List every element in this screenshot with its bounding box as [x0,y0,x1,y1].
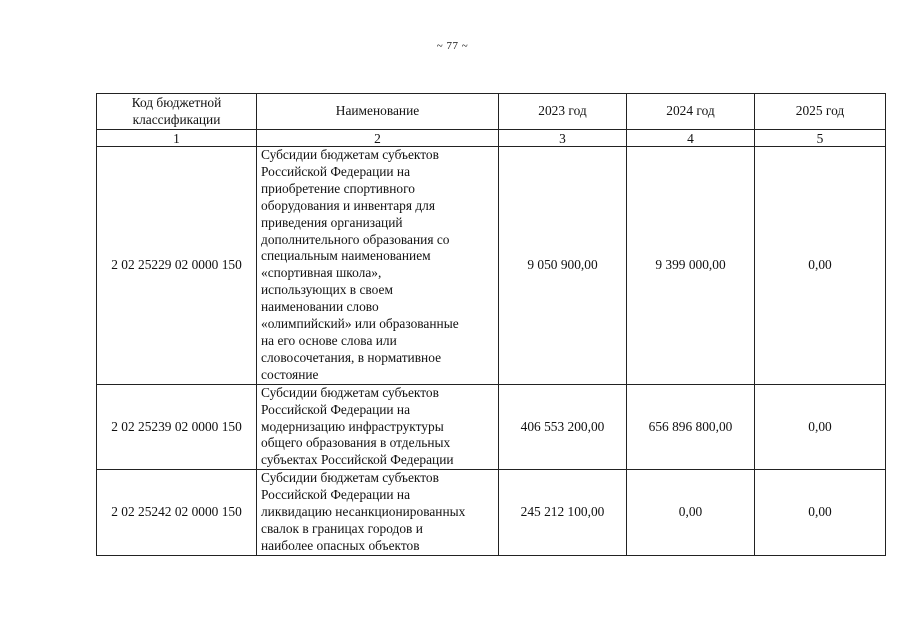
item-name-line: оборудования и инвентаря для [261,197,436,213]
item-name-line: модернизацию инфраструктуры [261,418,444,434]
item-name-line: специальным наименованием [261,248,431,264]
item-name-line: наименовании слово [261,299,379,315]
item-name-line: приобретение спортивного [261,180,415,196]
header-code-line: Код бюджетной [131,94,222,110]
header-name: Наименование [257,94,499,130]
item-name-line: общего образования в отдельных [261,435,451,451]
table-row [97,147,886,385]
column-number: 4 [627,130,755,147]
column-numbering-row [97,130,886,147]
table-row [97,384,886,470]
item-name-line: Субсидии бюджетам субъектов [261,147,439,162]
header-code-line: классификации [132,111,221,127]
item-name-line: ликвидацию несанкционированных [261,504,466,520]
item-name-line: «олимпийский» или образованные [261,316,459,332]
item-name-line: свалок в границах городов и [261,520,423,536]
header-2024: 2024 год [627,94,755,130]
item-name-line: Субсидии бюджетам субъектов [261,384,439,400]
item-name-line: субъектах Российской Федерации [261,452,454,468]
budget-code: 2 02 25239 02 0000 150 [97,384,257,470]
item-name [257,470,499,556]
header-code [97,94,257,130]
item-name-line: приведения организаций [261,214,403,230]
item-name [257,147,499,385]
table-header-row [97,94,886,130]
amount-2023: 406 553 200,00 [499,384,627,470]
item-name-line: Российской Федерации на [261,487,411,503]
amount-2025: 0,00 [755,470,886,556]
budget-table [96,93,886,556]
item-name-line: использующих в своем [261,282,393,298]
amount-2023: 9 050 900,00 [499,147,627,385]
amount-2025: 0,00 [755,384,886,470]
item-name-line: «спортивная школа», [261,265,382,281]
column-number: 3 [499,130,627,147]
amount-2025: 0,00 [755,147,886,385]
amount-2023: 245 212 100,00 [499,470,627,556]
header-2025: 2025 год [755,94,886,130]
column-number: 1 [97,130,257,147]
item-name [257,384,499,470]
item-name-line: состояние [261,366,319,382]
item-name-line: на его основе слова или [261,332,397,348]
amount-2024: 0,00 [627,470,755,556]
header-2023: 2023 год [499,94,627,130]
column-number: 2 [257,130,499,147]
page-number: ~ 77 ~ [436,40,469,52]
item-name-line: дополнительного образования со [261,231,450,247]
budget-code: 2 02 25229 02 0000 150 [97,147,257,385]
item-name-line: Российской Федерации на [261,163,411,179]
budget-code: 2 02 25242 02 0000 150 [97,470,257,556]
amount-2024: 656 896 800,00 [627,384,755,470]
item-name-line: Российской Федерации на [261,401,411,417]
amount-2024: 9 399 000,00 [627,147,755,385]
item-name-line: Субсидии бюджетам субъектов [261,470,439,486]
item-name-line: словосочетания, в нормативное [261,349,442,365]
column-number: 5 [755,130,886,147]
table-row [97,470,886,556]
item-name-line: наиболее опасных объектов [261,537,420,553]
